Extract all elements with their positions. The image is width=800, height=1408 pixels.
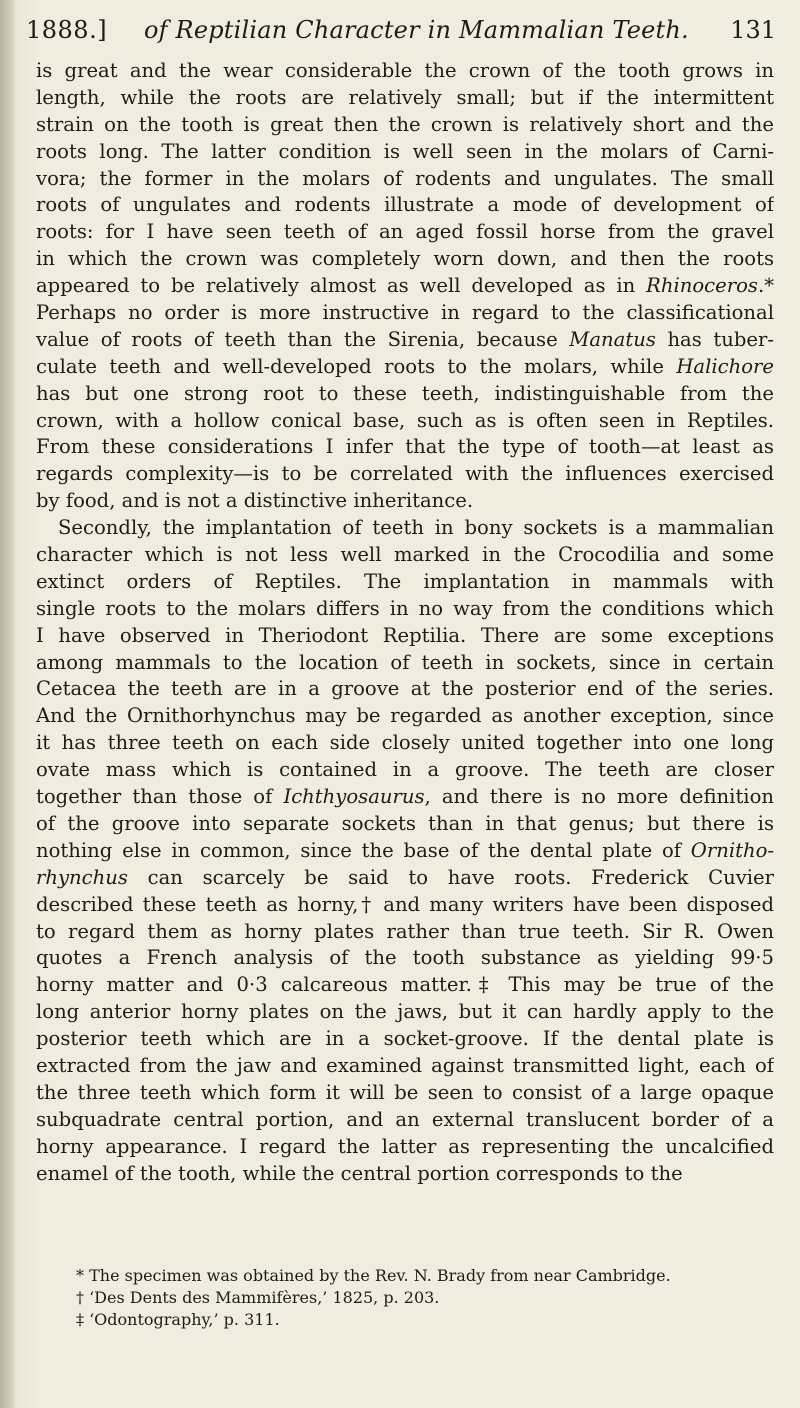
body-text	[36, 58, 774, 1187]
text-line: it has three teeth on each side closely united together into one long	[36, 731, 774, 755]
text-line: to regard them as horny plates rather than true teeth. Sir R. Owen	[36, 919, 774, 943]
text-line: enamel of the tooth, while the central portion corresponds to the	[36, 1161, 683, 1185]
text-line: vora; the former in the molars of rodents and ungulates. The small	[36, 166, 774, 190]
text-line: roots long. The latter condition is well seen in the molars of Carni-	[36, 139, 774, 163]
header-title: of Reptilian Character in Mammalian Teeth.	[144, 16, 689, 44]
text-line: posterior teeth which are in a socket-groove. If the dental plate is	[36, 1027, 774, 1051]
text-line: length, while the roots are relatively small; but if the intermittent	[36, 85, 774, 109]
text-line: From these considerations I infer that the type of tooth—at least as	[36, 435, 774, 459]
text-line: in which the crown was completely worn down, and then the roots	[36, 247, 774, 271]
text-line: of the groove into separate sockets than in that genus; but there is	[36, 811, 774, 835]
text-line: roots: for I have seen teeth of an aged fossil horse from the gravel	[36, 220, 774, 244]
text-line: crown, with a hollow conical base, such as is often seen in Reptiles.	[36, 408, 774, 432]
text-line: described these teeth as horny,† and many writers have been disposed	[36, 892, 774, 916]
running-header	[26, 12, 776, 52]
text-line: Perhaps no order is more instructive in regard to the classificational	[36, 301, 774, 325]
text-line: among mammals to the location of teeth in sockets, since in certain	[36, 650, 774, 674]
footnote: ‡ ‘Odontography,’ p. 311.	[76, 1310, 280, 1329]
text-line: is great and the wear considerable the crown of the tooth grows in	[36, 59, 774, 82]
text-line: I have observed in Theriodont Reptilia. There are some exceptions	[36, 623, 774, 647]
page-number: 131	[730, 16, 776, 44]
text-line: the three teeth which form it will be seen to consist of a large opaque	[36, 1080, 774, 1104]
text-line: nothing else in common, since the base of the dental plate of Ornitho-	[36, 838, 774, 862]
text-line: character which is not less well marked in the Crocodilia and some	[36, 543, 774, 567]
text-line: together than those of Ichthyosaurus, and there is no more definition	[36, 785, 774, 809]
text-line: extracted from the jaw and examined against transmitted light, each of	[36, 1053, 774, 1077]
text-line: Secondly, the implantation of teeth in bony sockets is a mammalian	[58, 516, 774, 540]
text-line: has but one strong root to these teeth, indistinguishable from the	[36, 381, 774, 405]
text-line: value of roots of teeth than the Sirenia, because Manatus has tuber-	[36, 327, 774, 351]
text-line: horny appearance. I regard the latter as representing the uncalcified	[36, 1134, 774, 1158]
text-line: single roots to the molars differs in no way from the conditions which	[36, 596, 774, 620]
footnotes	[36, 1265, 774, 1331]
text-line: And the Ornithorhynchus may be regarded as another exception, since	[36, 704, 774, 728]
text-line: culate teeth and well-developed roots to the molars, while Halichore	[36, 354, 774, 378]
text-line: roots of ungulates and rodents illustrate a mode of development of	[36, 193, 774, 217]
footnote: † ‘Des Dents des Mammifères,’ 1825, p. 203.	[76, 1288, 440, 1307]
text-line: strain on the tooth is great then the crown is relatively short and the	[36, 112, 774, 136]
header-year: 1888.]	[26, 16, 108, 44]
text-line: appeared to be relatively almost as well developed as in Rhinoceros.*	[36, 274, 774, 298]
text-line: subquadrate central portion, and an external translucent border of a	[36, 1107, 774, 1131]
text-line: Cetacea the teeth are in a groove at the posterior end of the series.	[36, 677, 774, 701]
text-line: extinct orders of Reptiles. The implantation in mammals with	[36, 569, 774, 593]
text-line: by food, and is not a distinctive inheritance.	[36, 489, 474, 513]
text-line: long anterior horny plates on the jaws, but it can hardly apply to the	[36, 1000, 774, 1024]
text-line: quotes a French analysis of the tooth substance as yielding 99·5	[36, 946, 774, 970]
page-gutter	[0, 0, 14, 1408]
footnote: * The specimen was obtained by the Rev. N. Brady from near Cambridge.	[76, 1266, 671, 1285]
text-line: horny matter and 0·3 calcareous matter.‡ This may be true of the	[36, 973, 774, 997]
text-line: regards complexity—is to be correlated with the influences exercised	[36, 462, 774, 486]
text-line: ovate mass which is contained in a groove. The teeth are closer	[36, 758, 774, 782]
text-line: rhynchus can scarcely be said to have roots. Frederick Cuvier	[36, 865, 774, 889]
